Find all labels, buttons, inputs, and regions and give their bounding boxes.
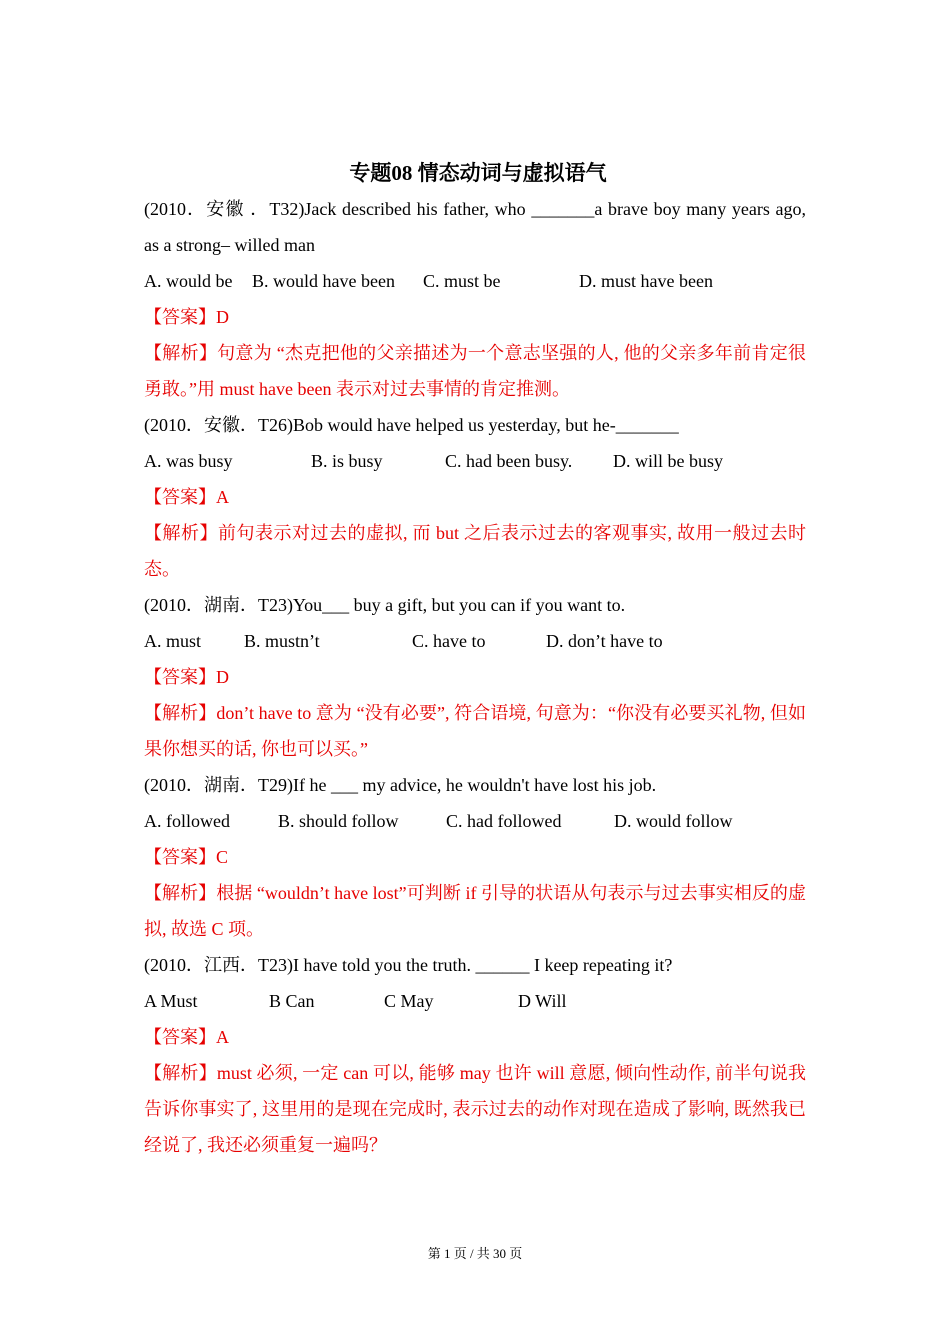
document-page [144, 155, 806, 1163]
option-c: C. had followed [446, 811, 562, 831]
answer-value: C [216, 847, 229, 867]
answer-line [144, 299, 806, 335]
explanation-line [144, 1055, 806, 1163]
answer-tag: 【答案】 [144, 1027, 216, 1047]
explanation-text: don’t have to 意为 “没有必要”, 符合语境, 句意为：“你没有必要买礼物, 但如果你想买的话, 你也可以买。” [144, 703, 806, 759]
option-c: C. must be [423, 271, 501, 291]
options-row [144, 803, 806, 839]
explanation-tag: 【解析】 [144, 883, 217, 903]
answer-value: A [216, 1027, 229, 1047]
option-b: B. would have been [252, 271, 395, 291]
options-row [144, 443, 806, 479]
answer-tag: 【答案】 [144, 847, 216, 867]
question-2 [144, 407, 806, 587]
options-row [144, 623, 806, 659]
answer-tag: 【答案】 [144, 667, 216, 687]
option-d: D Will [518, 991, 567, 1011]
question-stem: (2010．江西．T23)I have told you the truth. ______ I keep repeating it? [144, 955, 673, 975]
option-d: D. don’t have to [546, 631, 663, 651]
answer-value: D [216, 667, 229, 687]
explanation-line [144, 515, 806, 587]
answer-tag: 【答案】 [144, 307, 216, 327]
page-footer: 第 1 页 / 共 30 页 [427, 1246, 523, 1261]
page-title: 专题08 情态动词与虚拟语气 [349, 161, 607, 185]
option-c: C. have to [412, 631, 486, 651]
question-1 [144, 191, 806, 407]
options-row [144, 263, 806, 299]
option-a: A. must [144, 631, 202, 651]
option-a: A. would be [144, 271, 233, 291]
explanation-line [144, 695, 806, 767]
explanation-line [144, 335, 806, 407]
explanation-tag: 【解析】 [144, 1063, 217, 1083]
question-3 [144, 587, 806, 767]
option-d: D. will be busy [613, 451, 723, 471]
option-b: B Can [269, 991, 315, 1011]
question-stem: (2010．安徽 ．T32)Jack described his father, who _______a brave boy many years ago, as a strong– willed man [144, 199, 806, 255]
answer-value: D [216, 307, 229, 327]
option-b: B. is busy [311, 451, 383, 471]
explanation-tag: 【解析】 [144, 343, 218, 363]
answer-line [144, 1019, 806, 1055]
question-stem: (2010．安徽．T26)Bob would have helped us yesterday, but he-_______ [144, 415, 679, 435]
explanation-tag: 【解析】 [144, 523, 218, 543]
explanation-text: 根据 “wouldn’t have lost”可判断 if 引导的状语从句表示与过去事实相反的虚拟, 故选 C 项。 [144, 883, 806, 939]
answer-line [144, 479, 806, 515]
option-d: D. would follow [614, 811, 733, 831]
answer-value: A [216, 487, 229, 507]
answer-tag: 【答案】 [144, 487, 216, 507]
option-a: A. was busy [144, 451, 233, 471]
option-b: B. should follow [278, 811, 399, 831]
option-a: A Must [144, 991, 198, 1011]
question-5 [144, 947, 806, 1163]
option-d: D. must have been [579, 271, 713, 291]
option-c: C. had been busy. [445, 451, 573, 471]
explanation-tag: 【解析】 [144, 703, 217, 723]
question-stem: (2010．湖南．T23)You___ buy a gift, but you can if you want to. [144, 595, 626, 615]
explanation-line [144, 875, 806, 947]
question-4 [144, 767, 806, 947]
options-row [144, 983, 806, 1019]
explanation-text: must 必须, 一定 can 可以, 能够 may 也许 will 意愿, 倾向性动作, 前半句说我告诉你事实了, 这里用的是现在完成时, 表示过去的动作对现在造成了影响, 既然我已经说了, 我还必须重复一遍吗？ [144, 1063, 806, 1155]
answer-line [144, 659, 806, 695]
option-c: C May [384, 991, 434, 1011]
option-a: A. followed [144, 811, 230, 831]
question-stem: (2010．湖南．T29)If he ___ my advice, he wouldn't have lost his job. [144, 775, 657, 795]
explanation-text: 句意为 “杰克把他的父亲描述为一个意志坚强的人, 他的父亲多年前肯定很勇敢。”用 must have been 表示对过去事情的肯定推测。 [144, 343, 806, 399]
explanation-text: 前句表示对过去的虚拟, 而 but 之后表示过去的客观事实, 故用一般过去时态。 [144, 523, 806, 579]
answer-line [144, 839, 806, 875]
option-b: B. mustn’t [244, 631, 320, 651]
